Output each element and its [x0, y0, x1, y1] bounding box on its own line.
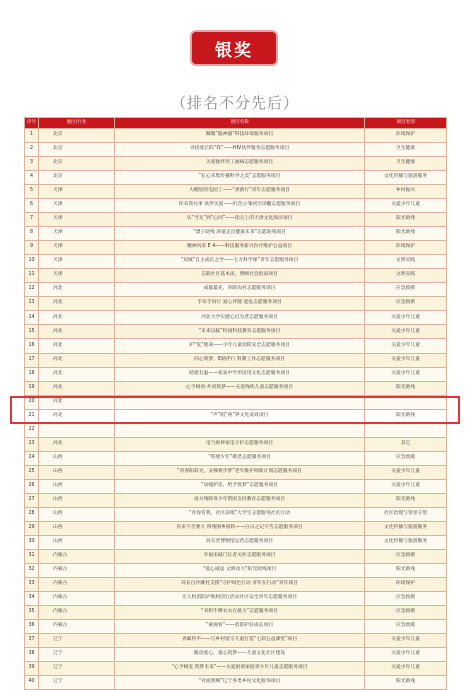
row-category: 关爱少年儿童 — [365, 325, 447, 339]
row-number: 25 — [25, 465, 39, 479]
row-project-name: 河东晋博物馆运营志愿服务项目 — [115, 535, 365, 549]
row-number: 5 — [25, 185, 39, 199]
row-number: 13 — [25, 297, 39, 311]
row-number: 37 — [25, 634, 39, 648]
row-project-name: 关爱独伴用工福病志愿服务项目 — [115, 157, 365, 171]
table-row — [25, 241, 447, 255]
row-project-name: 同心奥梦，E路伴行 科教工作志愿服务项目 — [115, 353, 365, 367]
row-number: 17 — [25, 353, 39, 367]
row-region: 山西 — [39, 465, 115, 479]
row-category: 其它 — [365, 437, 447, 451]
row-region: 河北 — [39, 283, 115, 297]
row-number: 36 — [25, 620, 39, 634]
highlight-box — [10, 396, 460, 424]
row-region: 北京 — [39, 157, 115, 171]
row-region: 河北 — [39, 311, 115, 325]
ranking-note: （排名不分先后） — [170, 94, 299, 112]
row-category: 应急救援 — [365, 549, 447, 563]
row-project-name: “双城”自主成长之学——七方科学课”青年志愿服务项目 — [115, 255, 365, 269]
table-row — [25, 311, 447, 325]
row-region: 北京 — [39, 171, 115, 185]
row-region: 天津 — [39, 269, 115, 283]
row-category: 环境保护 — [365, 129, 447, 143]
row-number: 19 — [25, 381, 39, 395]
row-category: 环境保护 — [365, 241, 447, 255]
row-category: 环境保护 — [365, 578, 447, 592]
row-project-name: “爱心诚送 文明动力”阳光助残项目 — [115, 563, 365, 577]
row-project-name: 心予相看·共同筑梦——关爱残疾儿童志愿服务项目 — [115, 381, 365, 395]
row-project-name: “青春有我，社区前哨”大学生志愿服务社区行动 — [115, 507, 365, 521]
row-number: 1 — [25, 129, 39, 143]
table-row — [25, 437, 447, 451]
row-category: 文化传播与旅游服务 — [365, 535, 447, 549]
row-category: 关爱少年儿童 — [365, 339, 447, 353]
row-number: 32 — [25, 563, 39, 577]
row-category: 阳光助残 — [365, 381, 447, 395]
row-category: 关爱少年儿童 — [365, 634, 447, 648]
table-row — [25, 381, 447, 395]
row-project-name: 随动爱心，童心筑梦——儿童文化社区建设 — [115, 648, 365, 662]
row-project-name: 助爱有温——家家中学用语用文化志愿服务项目 — [115, 367, 365, 381]
row-project-name: 电气视界家电守护志愿服务项目 — [115, 437, 365, 451]
row-region: 内蒙古 — [39, 606, 115, 620]
table-row — [25, 199, 447, 213]
table-row — [25, 662, 447, 676]
row-region: 天津 — [39, 185, 115, 199]
table-header-row — [25, 118, 447, 129]
row-region: 山西 — [39, 451, 115, 465]
row-region: 辽宁 — [39, 634, 115, 648]
row-project-name: 成群最先，青联农村志愿服务项目 — [115, 283, 365, 297]
row-region: 北京 — [39, 129, 115, 143]
row-region: 河北 — [39, 437, 115, 451]
row-category: 阳光助残 — [365, 409, 447, 423]
row-region: 河北 — [39, 367, 115, 381]
row-category: 卫生健康 — [365, 157, 447, 171]
row-category: 关爱少年儿童 — [365, 662, 447, 676]
row-project-name: “对面照顾”辽宁各类乡村文化服务项目 — [115, 676, 365, 690]
row-project-name: 閱微“骰神器”科技环境服务项目 — [115, 129, 365, 143]
row-number: 18 — [25, 367, 39, 381]
row-project-name: 志联社区基本法，照顾社会指南项目 — [115, 269, 365, 283]
row-project-name: 从“当先”到“心同”——指尖上的天津文化海洋项目 — [115, 213, 365, 227]
row-number: 40 — [25, 676, 39, 690]
row-number: 4 — [25, 171, 39, 185]
table-row — [25, 606, 447, 620]
row-region: 内蒙古 — [39, 620, 115, 634]
table-row — [25, 620, 447, 634]
row-number: 11 — [25, 269, 39, 283]
table-row — [25, 255, 447, 269]
row-number: 8 — [25, 227, 39, 241]
row-number: 30 — [25, 535, 39, 549]
row-region: 辽宁 — [39, 676, 115, 690]
row-number: 28 — [25, 507, 39, 521]
row-region: 河北 — [39, 409, 115, 423]
row-category: 阳光助残 — [365, 676, 447, 690]
row-category: 关爱少年儿童 — [365, 465, 447, 479]
table-row — [25, 549, 447, 563]
table-row — [25, 213, 447, 227]
row-category: 阳光助残 — [365, 227, 447, 241]
row-number: 39 — [25, 662, 39, 676]
row-number: 23 — [25, 437, 39, 451]
table-row — [25, 283, 447, 297]
table-row — [25, 353, 447, 367]
row-region: 山西 — [39, 535, 115, 549]
header-region: 地区/行业 — [39, 118, 115, 129]
table-row — [25, 507, 447, 521]
table-row — [25, 297, 447, 311]
row-project-name: 你来字音要大 将残图乡接转——白日之记字告志愿服务项目 — [115, 521, 365, 535]
row-project-name: 环长白沙滩村支援“守护绿色行动 青年在行动”青年项目 — [115, 578, 365, 592]
award-badge: 银奖 — [192, 32, 276, 64]
row-number: 21 — [25, 409, 39, 423]
row-category: 乡村振兴 — [365, 185, 447, 199]
table-row — [25, 325, 447, 339]
table-row — [25, 157, 447, 171]
row-project-name: 精神风采 E 4——科技服务新兴医疗维护公益项目 — [115, 241, 365, 255]
row-project-name: “尿嘎护苗，给予筑梦”志愿服务项目 — [115, 479, 365, 493]
row-project-name: “蒙视看”——消防护驻成长项目 — [115, 620, 365, 634]
table-row — [25, 143, 447, 157]
row-project-name: 护“危”使命——少年儿童消防安全志愿服务项目 — [115, 339, 365, 353]
table-row — [25, 367, 447, 381]
row-region: 内蒙古 — [39, 578, 115, 592]
row-region: 内蒙古 — [39, 563, 115, 577]
row-project-name: “声”唱“视”界文化成效项目 — [115, 409, 365, 423]
row-number: 24 — [25, 451, 39, 465]
row-category: 应急救援 — [365, 606, 447, 620]
table-row — [25, 535, 447, 549]
row-number: 2 — [25, 143, 39, 157]
row-project-name: 你来我往事 伙伴关爱——红色小雏鸡空译翻志愿服务项目 — [115, 199, 365, 213]
row-region — [39, 423, 115, 437]
table-row — [25, 171, 447, 185]
row-category: 关爱少年儿童 — [365, 199, 447, 213]
row-project-name: “心予相连 筑梦未来”——关爱困境家庭青少年儿童志愿服务项目 — [115, 662, 365, 676]
row-category: 文化传播与旅游服务 — [365, 171, 447, 185]
row-category: 应急救援 — [365, 451, 447, 465]
row-project-name: “未来以临”校园科技教育志愿服务项目 — [115, 325, 365, 339]
row-region: 河北 — [39, 339, 115, 353]
row-category: 关爱少年儿童 — [365, 367, 447, 381]
row-project-name: “漂子助残 津童走出健康未来”志愿助残项目 — [115, 227, 365, 241]
row-region: 河北 — [39, 297, 115, 311]
table-row — [25, 521, 447, 535]
row-number: 35 — [25, 606, 39, 620]
row-project-name — [115, 423, 365, 437]
row-category — [365, 423, 447, 437]
table-row — [25, 451, 447, 465]
table-row — [25, 676, 447, 690]
row-project-name: “书积牛牌衣衣在接力”志愿服务项目 — [115, 606, 365, 620]
row-number: 12 — [25, 283, 39, 297]
row-project-name: 寻找迷茫的“我”——HIV伙伴服务志愿服务项目 — [115, 143, 365, 157]
table-row — [25, 185, 447, 199]
row-number: 27 — [25, 493, 39, 507]
row-region: 北京 — [39, 143, 115, 157]
row-category: 应急救援 — [365, 283, 447, 297]
row-region: 内蒙古 — [39, 592, 115, 606]
row-project-name: “长心未集传播科学之美”志愿服务项目 — [115, 171, 365, 185]
row-number: 9 — [25, 241, 39, 255]
row-region: 内蒙古 — [39, 549, 115, 563]
header-project-name: 项目名称 — [115, 118, 365, 129]
row-category: 阳光助残 — [365, 563, 447, 577]
row-category: 关爱少年儿童 — [365, 311, 447, 325]
row-region: 山西 — [39, 479, 115, 493]
table-row — [25, 339, 447, 353]
table-row — [25, 592, 447, 606]
row-number: 38 — [25, 648, 39, 662]
row-project-name: 河北大学实健心灯为老志愿服务项目 — [115, 311, 365, 325]
row-project-name: 青邮传声——与乡村留守儿童打造“七彩公益课堂”项目 — [115, 634, 365, 648]
row-category: 社区治理与邻里守望 — [365, 507, 447, 521]
row-number: 14 — [25, 311, 39, 325]
row-category: 阳光助残 — [365, 213, 447, 227]
row-number: 31 — [25, 549, 39, 563]
row-number: 26 — [25, 479, 39, 493]
row-number: 3 — [25, 157, 39, 171]
row-project-name: 幸福来敲门长者关怀志愿服务项目 — [115, 549, 365, 563]
table-row — [25, 578, 447, 592]
row-number: 6 — [25, 199, 39, 213]
row-project-name: 无人机消防护航校园行活动社区安全青年志愿服务项目 — [115, 592, 365, 606]
row-region: 辽宁 — [39, 648, 115, 662]
table-row — [25, 269, 447, 283]
table-row — [25, 493, 447, 507]
table-row — [25, 479, 447, 493]
row-region: 天津 — [39, 255, 115, 269]
row-category: 阳光助残 — [365, 493, 447, 507]
table-row — [25, 227, 447, 241]
row-number: 33 — [25, 578, 39, 592]
header-number: 序号 — [25, 118, 39, 129]
row-category: 卫生健康 — [365, 143, 447, 157]
row-category: 应急救援 — [365, 297, 447, 311]
table-row — [25, 634, 447, 648]
row-project-name: 手牵手同行 爱心伴随 迎危志愿服务项目 — [115, 297, 365, 311]
row-region: 河北 — [39, 325, 115, 339]
row-region: 天津 — [39, 227, 115, 241]
row-region: 天津 — [39, 199, 115, 213]
row-category: 应急救援 — [365, 592, 447, 606]
table-row — [25, 648, 447, 662]
row-category: 应急救援 — [365, 620, 447, 634]
row-project-name: “铁骑少年”敬老志愿服务项目 — [115, 451, 365, 465]
table-row — [25, 423, 447, 437]
row-category: 关爱少年儿童 — [365, 353, 447, 367]
row-category: 关爱少年儿童 — [365, 648, 447, 662]
row-region: 山西 — [39, 493, 115, 507]
header-category: 项目类别 — [365, 118, 447, 129]
row-region: 河北 — [39, 353, 115, 367]
table-row — [25, 129, 447, 143]
row-project-name: 南方残障青少年帮困支持教育志愿服务项目 — [115, 493, 365, 507]
row-category: 文明实践 — [365, 269, 447, 283]
row-number: 22 — [25, 423, 39, 437]
row-category: 文化传播与旅游服务 — [365, 521, 447, 535]
row-project-name: 大棚里的电园丁——“香菌行”青年志愿服务项目 — [115, 185, 365, 199]
row-number: 20 — [25, 395, 39, 409]
row-region: 辽宁 — [39, 662, 115, 676]
row-number: 34 — [25, 592, 39, 606]
row-region: 河北 — [39, 381, 115, 395]
row-number: 7 — [25, 213, 39, 227]
row-region: 河北 — [39, 395, 115, 409]
table-row — [25, 465, 447, 479]
row-number: 10 — [25, 255, 39, 269]
table-row — [25, 563, 447, 577]
row-project-name: “青春阳彩光，灵梯将步梦”老年维护网新计划志愿服务项目 — [115, 465, 365, 479]
row-category: 文明实践 — [365, 255, 447, 269]
row-region: 天津 — [39, 241, 115, 255]
row-region: 山西 — [39, 521, 115, 535]
row-number: 29 — [25, 521, 39, 535]
row-category: 关爱少年儿童 — [365, 479, 447, 493]
row-region: 山西 — [39, 507, 115, 521]
row-number: 16 — [25, 339, 39, 353]
row-region: 天津 — [39, 213, 115, 227]
row-number: 15 — [25, 325, 39, 339]
